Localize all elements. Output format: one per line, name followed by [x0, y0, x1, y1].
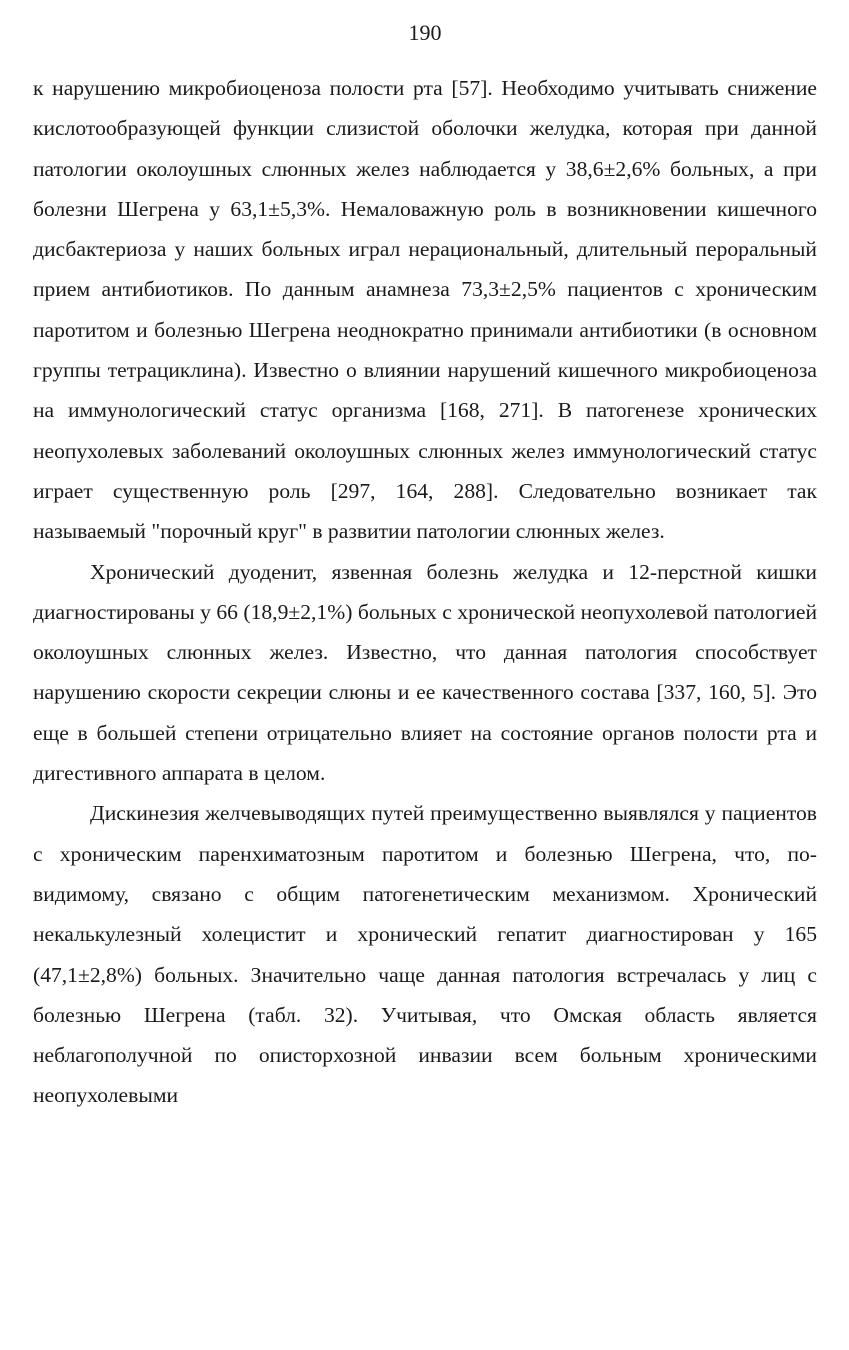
paragraph-3: Дискинезия желчевыводящих путей преимущественно выявлялся у пациентов с хроническим паренхиматозным паротитом и болезнью Шегрена, что, по-видимому, связано с общим патогенетическим механизмом. Хронический некалькулезный холецистит и хронический гепатит диагностирован у 165 (47,1±2,8%) больных. Значительно чаще данная патология встречалась у лиц с болезнью Шегрена (табл. 32). Учитывая, что Омская область является неблагополучной по описторхозной инвазии всем больным хроническими неопухолевыми — [33, 801, 817, 1108]
paragraph-2: Хронический дуоденит, язвенная болезнь желудка и 12-перстной кишки диагностированы у 66 (18,9±2,1%) больных с хронической неопухолевой патологией околоушных слюнных желез. Известно, что данная патология способствует нарушению скорости секреции слюны и ее качественного состава [337, 160, 5]. Это еще в большей степени отрицательно влияет на состояние органов полости рта и дигестивного аппарата в целом. — [33, 559, 817, 786]
paragraph-1: к нарушению микробиоценоза полости рта [57]. Необходимо учитывать снижение кислотообразующей функции слизистой оболочки желудка, которая при данной патологии околоушных слюнных желез наблюдается у 38,6±2,6% больных, а при болезни Шегрена у 63,1±5,3%. Немаловажную роль в возникновении кишечного дисбактериоза у наших больных играл нерациональный, длительный пероральный прием антибиотиков. По данным анамнеза 73,3±2,5% пациентов с хроническим паротитом и болезнью Шегрена неоднократно принимали антибиотики (в основном группы тетрациклина). Известно о влиянии нарушений кишечного микробиоценоза на иммунологический статус организма [168, 271]. В патогенезе хронических неопухолевых заболеваний околоушных слюнных желез иммунологический статус играет существенную роль [297, 164, 288]. Следовательно возникает так называемый "порочный круг" в развитии патологии слюнных желез. — [33, 76, 817, 544]
page-number: 190 — [408, 20, 442, 45]
document-page — [33, 18, 817, 1116]
